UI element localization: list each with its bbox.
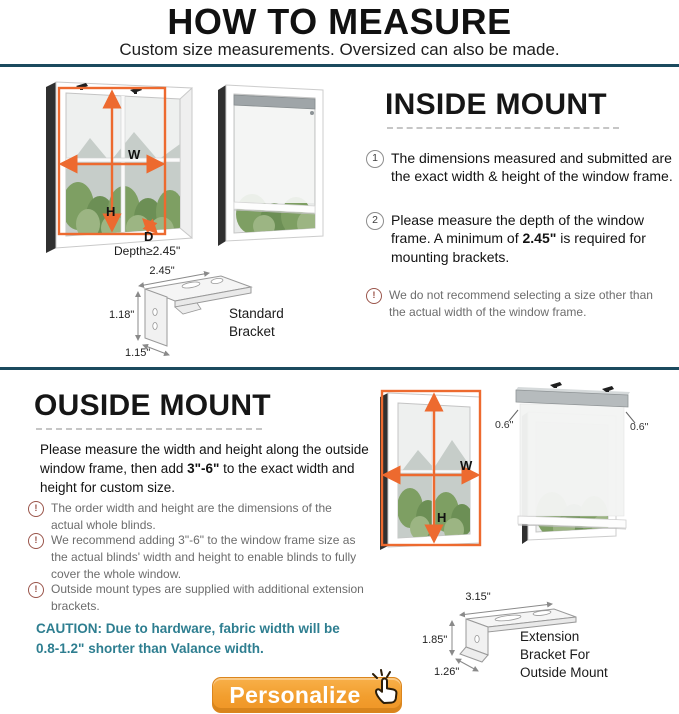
- height-label: H: [106, 204, 116, 219]
- personalize-button[interactable]: [212, 677, 402, 713]
- depth-note-label: Depth≥2.45": [114, 244, 181, 258]
- width-label: W: [128, 147, 141, 162]
- warning-icon: !: [28, 501, 44, 517]
- outside-note-2: ! We recommend adding 3"-6" to the window frame size as the actual blinds' width and height to enable blinds to fully cover the whole window.: [28, 532, 368, 582]
- warning-icon: !: [366, 288, 382, 304]
- top-divider: [0, 64, 679, 67]
- bracket-label-line1: Extension: [520, 629, 580, 644]
- bracket-label-line1: Standard: [229, 306, 284, 321]
- bracket-label-line2: Bracket For: [520, 647, 590, 662]
- inside-window-measure-illustration: [40, 78, 198, 258]
- personalize-label: Personalize: [229, 681, 361, 708]
- outside-mount-heading: OUSIDE MOUNT: [34, 389, 271, 422]
- outside-mount-paragraph: Please measure the width and height along the outside window frame, then add 3"-6" to the exact width and height for custom size.: [40, 442, 369, 495]
- step-number-icon: 1: [366, 150, 384, 168]
- bracket-bottom-dim: 1.15": [125, 347, 151, 359]
- bracket-left-dim: 1.85": [422, 634, 448, 646]
- bracket-left-dim: 1.18": [109, 309, 135, 321]
- chain-pull: [310, 111, 314, 115]
- inside-step-2: 2 Please measure the depth of the window frame. A minimum of 2.45" is required for mounting brackets.: [366, 211, 678, 266]
- outside-shade-illustration: [492, 376, 654, 561]
- shade-fabric: [235, 106, 314, 203]
- click-hand-icon: [369, 669, 405, 707]
- inside-shade-illustration: [208, 78, 333, 250]
- outside-note-3: ! Outside mount types are supplied with additional extension brackets.: [28, 581, 368, 615]
- offset-right-label: 0.6": [630, 421, 649, 433]
- height-label: H: [437, 510, 447, 525]
- bracket-top-dim: 2.45": [149, 265, 175, 277]
- inside-warning-note: ! We do not recommend selecting a size other than the actual width of the window frame.: [366, 287, 672, 321]
- offset-left-label: 0.6": [495, 419, 514, 431]
- bracket-label-line3: Outside Mount: [520, 665, 608, 680]
- inside-heading-underline: [387, 127, 619, 129]
- outside-note-1: ! The order width and height are the dimensions of the actual whole blinds.: [28, 500, 368, 534]
- step-number-icon: 2: [366, 212, 384, 230]
- shade-fabric: [520, 404, 624, 516]
- width-label: W: [460, 458, 473, 473]
- inside-step-1: 1 The dimensions measured and submitted are the exact width & height of the window frame.: [366, 149, 678, 186]
- outside-window-measure-illustration: [376, 388, 486, 553]
- warning-icon: !: [28, 533, 44, 549]
- bracket-label-line2: Bracket: [229, 324, 275, 339]
- warning-icon: !: [28, 582, 44, 598]
- bracket-top-dim: 3.15": [465, 591, 491, 603]
- caution-text: CAUTION: Due to hardware, fabric width will be 0.8-1.2" shorter than Valance width.: [36, 621, 340, 656]
- standard-bracket-diagram: [105, 262, 315, 362]
- page-title: HOW TO MEASURE: [167, 1, 512, 42]
- extension-bracket-diagram: [408, 583, 620, 688]
- bracket-bottom-dim: 1.26": [434, 666, 460, 678]
- page-subtitle: Custom size measurements. Oversized can also be made.: [119, 40, 560, 59]
- depth-arrow-label: D: [144, 229, 154, 244]
- outside-heading-underline: [36, 428, 262, 430]
- inside-mount-heading: INSIDE MOUNT: [385, 88, 607, 121]
- section-divider: [0, 367, 679, 370]
